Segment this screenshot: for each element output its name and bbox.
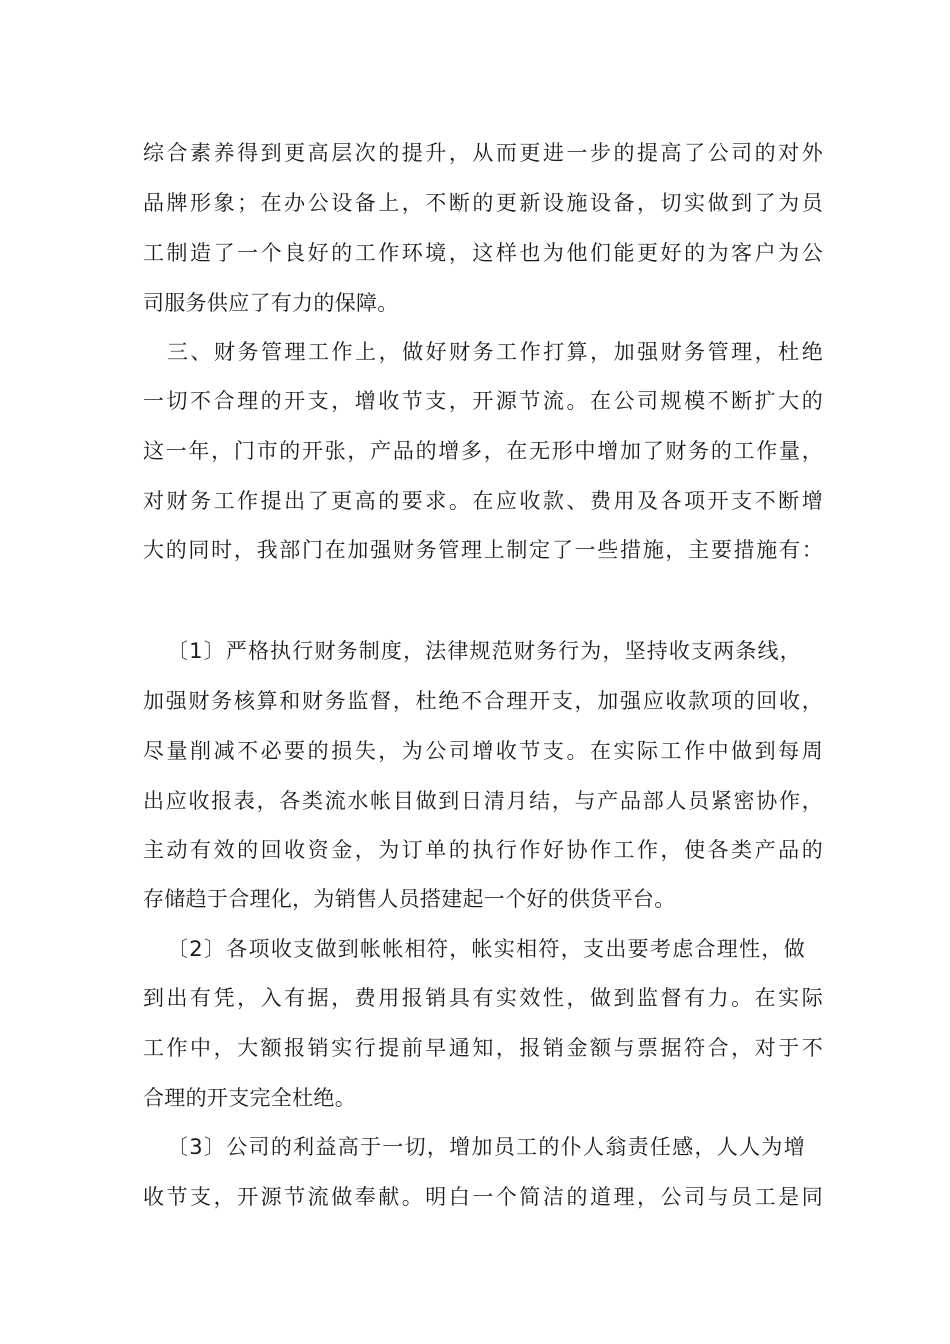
text-line: 一切不合理的开支，增收节支，开源节流。在公司规模不断扩大的 xyxy=(143,389,823,413)
list-item-2-line: 〔2〕各项收支做到帐帐相符，帐实相符，支出要考虑合理性，做 xyxy=(167,937,805,961)
text-line: 主动有效的回收资金，为订单的执行作好协作工作，使各类产品的 xyxy=(143,838,823,862)
list-item-3-line: 〔3〕公司的利益高于一切，增加员工的仆人翁责任感，人人为增 xyxy=(167,1135,805,1159)
text-line: 对财务工作提出了更高的要求。在应收款、费用及各项开支不断增 xyxy=(143,489,823,513)
text-line: 司服务供应了有力的保障。 xyxy=(143,291,399,315)
text-line: 收节支，开源节流做奉献。明白一个简洁的道理，公司与员工是同 xyxy=(143,1185,823,1209)
text-line: 这一年，门市的开张，产品的增多，在无形中增加了财务的工作量， xyxy=(143,439,823,463)
text-line: 加强财务核算和财务监督，杜绝不合理开支，加强应收款项的回收， xyxy=(143,689,823,713)
text-line: 存储趋于合理化，为销售人员搭建起一个好的供货平台。 xyxy=(143,887,676,911)
text-line: 工制造了一个良好的工作环境，这样也为他们能更好的为客户为公 xyxy=(143,241,823,265)
text-line: 尽量削减不必要的损失，为公司增收节支。在实际工作中做到每周 xyxy=(143,739,823,763)
paragraph-heading-line: 三、财务管理工作上，做好财务工作打算，加强财务管理，杜绝 xyxy=(167,340,823,364)
text-line: 到出有凭，入有据，费用报销具有实效性，做到监督有力。在实际 xyxy=(143,986,823,1010)
text-line: 工作中，大额报销实行提前早通知，报销金额与票据符合，对于不 xyxy=(143,1036,823,1060)
text-line: 出应收报表，各类流水帐目做到日清月结，与产品部人员紧密协作， xyxy=(143,789,823,813)
list-item-1-line: 〔1〕严格执行财务制度，法律规范财务行为，坚持收支两条线， xyxy=(167,639,801,663)
text-line: 品牌形象；在办公设备上，不断的更新设施设备，切实做到了为员 xyxy=(143,191,823,215)
text-line: 综合素养得到更高层次的提升，从而更进一步的提高了公司的对外 xyxy=(143,141,823,165)
text-line: 大的同时，我部门在加强财务管理上制定了一些措施，主要措施有： xyxy=(143,538,823,562)
text-line: 合理的开支完全杜绝。 xyxy=(143,1086,356,1110)
